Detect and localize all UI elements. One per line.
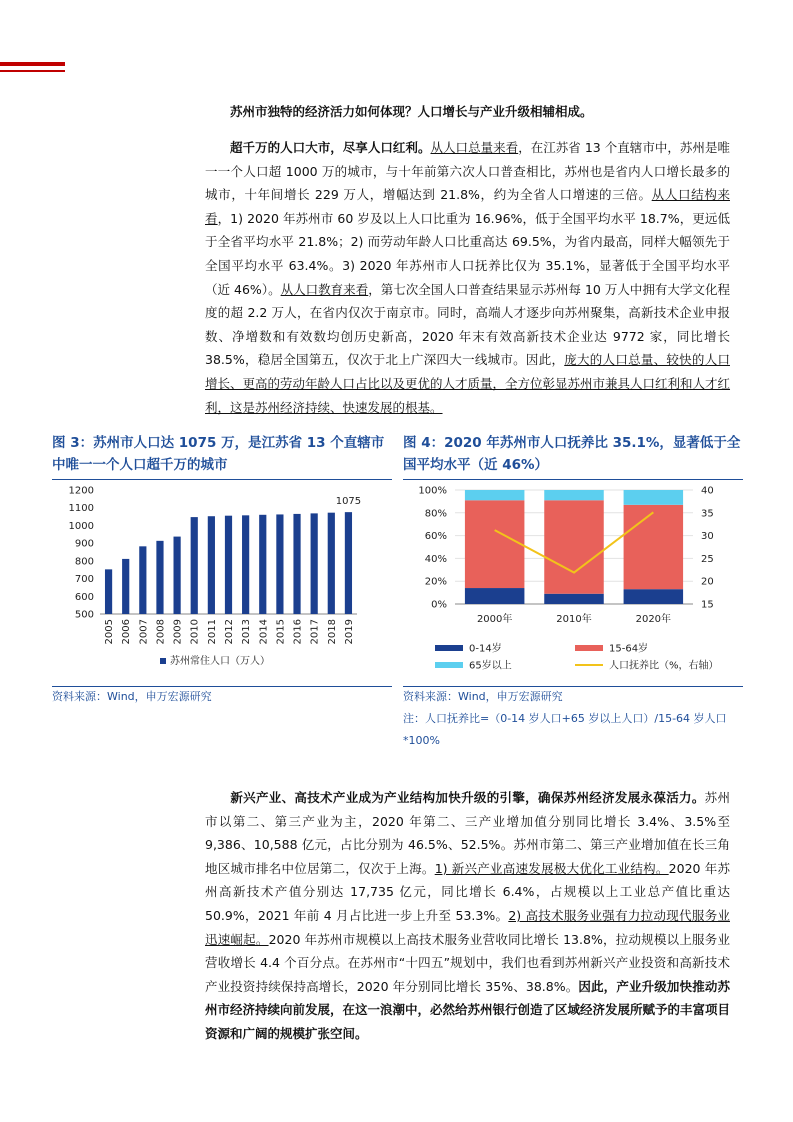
para1-lead: 超千万的人口大市，尽享人口红利。 <box>230 140 431 155</box>
fig3-ytick: 500 <box>74 609 94 621</box>
fig4-yright-tick: 35 <box>701 508 714 520</box>
fig4-xtick: 2000年 <box>476 614 513 625</box>
fig3-bar <box>276 514 283 614</box>
para2-s3-ul: 2) 高技术服务业强有力拉动现代服务业迅速崛起。 <box>205 907 730 947</box>
para1-s1-ul: 从人口总量来看 <box>430 140 519 155</box>
para2-s2: 2020 年苏州高新技术产值分别达 17,735 亿元，同比增长 6.4%，占规模以上工业总产值比重达 50.9%，2021 年前 4 月占比进一步上升至 53.3%。 <box>205 860 730 923</box>
fig3-bar <box>225 516 232 614</box>
fig4-yright-tick: 30 <box>701 531 714 543</box>
fig3-bar <box>345 512 352 614</box>
fig3-ytick: 700 <box>74 574 94 586</box>
fig3-ytick: 600 <box>74 591 94 603</box>
para2-s1: 苏州市以第二、第三产业为主，2020 年第二、三产业增加值分别同比增长 3.4%、3.5%至 9,386、10,588 亿元，占比分别为 46.5%、52.5%。苏州市第二、第三产业增加值在长三角地区城市排名中位居第二，仅次于上海。 <box>205 790 730 876</box>
fig3-xtick: 2010 <box>189 619 201 645</box>
fig3-top-border <box>52 479 392 480</box>
fig4-yleft-tick: 20% <box>424 576 447 588</box>
fig3-xtick: 2018 <box>326 619 338 645</box>
fig4-legend-swatch <box>435 645 463 651</box>
fig3-xtick: 2015 <box>275 619 287 645</box>
fig3-bar <box>293 514 300 614</box>
fig4-legend-label: 15-64岁 <box>609 643 649 655</box>
fig3-xtick: 2012 <box>224 619 235 645</box>
fig4-yright-tick: 15 <box>701 599 714 611</box>
fig4-legend-swatch <box>435 662 463 668</box>
fig4-yleft-tick: 80% <box>424 508 447 520</box>
fig4-legend-label: 65岁以上 <box>469 660 512 672</box>
fig4-legend-label: 人口抚养比（%，右轴） <box>609 660 719 672</box>
fig4-bar-segment <box>544 490 604 500</box>
para1-s3: ，第七次全国人口普查结果显示苏州每 10 万人中拥有大学文化程度的超 2.2 万人，在省内仅次于南京市。同时，高端人才逐步向苏州聚集，高新技术企业申报数、净增数和有效数均创历史新高，2020 年末有效高新技术企业达 9772 家，同比增长 38.5%，稳居全国第五，仅次于北上广深四大一线城市。因此， <box>205 281 730 368</box>
para1-s2: ，1) 2020 年苏州市 60 岁及以上人口比重为 16.96%，低于全国平均水平 18.7%，更远低于全省平均水平 21.8%；2) 而劳动年龄人口比重高达 69.5%，为省内最高，同样大幅领先于全国平均水平 63.4%。3) 2020 年苏州市人口抚养比仅为 35.1%，显著低于全国平均水平（近 46%）。 <box>205 210 730 297</box>
fig3-data-label: 1075 <box>335 496 362 508</box>
fig4-bar-segment <box>544 500 604 593</box>
fig3-legend-label: 苏州常住人口（万人） <box>170 656 270 667</box>
fig4-chart <box>403 481 743 681</box>
fig3-xtick: 2008 <box>155 619 167 645</box>
fig3-xtick: 2014 <box>258 619 270 645</box>
fig4-source: 资料来源：Wind，申万宏源研究 <box>403 690 563 703</box>
fig3-bar <box>156 541 163 614</box>
fig3-xtick: 2005 <box>104 619 116 645</box>
fig3-bar <box>328 513 335 614</box>
para1-s3-ul: 从人口教育来看 <box>280 281 369 297</box>
fig4-xtick: 2020年 <box>635 614 672 625</box>
fig4-bar-segment <box>465 588 525 604</box>
fig4-bar-segment <box>624 490 684 505</box>
fig3-bar <box>174 537 181 614</box>
fig3-chart <box>52 481 392 681</box>
paragraph-industry <box>205 786 730 1046</box>
fig4-yright-tick: 25 <box>701 553 714 565</box>
fig3-ytick: 1000 <box>68 520 94 532</box>
header-rule-thin <box>0 70 65 72</box>
fig3-xtick: 2016 <box>292 619 304 645</box>
fig3-xtick: 2007 <box>138 619 150 645</box>
fig3-legend-swatch <box>160 658 166 664</box>
fig4-bar-segment <box>624 505 684 589</box>
fig4-top-border <box>403 479 743 480</box>
fig3-bar <box>122 559 129 614</box>
fig4-yright-tick: 20 <box>701 576 714 588</box>
fig4-title: 图 4：2020 年苏州市人口抚养比 35.1%，显著低于全国平均水平（近 46%） <box>403 435 741 473</box>
fig3-ytick: 1200 <box>68 485 94 497</box>
fig4-bar-segment <box>544 594 604 604</box>
para2-s3: 2020 年苏州市规模以上高技术服务业营收同比增长 13.8%，拉动规模以上服务业营收增长 4.4 个百分点。在苏州市“十四五”规划中，我们也看到苏州新兴产业投资和高新技术产业投资持续保持高增长，2020 年分别同比增长 35%、38.8%。 <box>205 931 730 994</box>
fig4-legend-swatch <box>575 645 603 651</box>
para2-lead: 新兴产业、高技术产业成为产业结构加快升级的引擎，确保苏州经济发展永葆活力。 <box>230 790 705 805</box>
fig3-xtick: 2017 <box>309 619 321 645</box>
fig3-xtick: 2013 <box>241 619 253 645</box>
fig4-legend-label: 0-14岁 <box>469 643 502 655</box>
para1-s2-ul: 从人口结构来看 <box>205 187 730 226</box>
fig4-yleft-tick: 60% <box>424 531 447 543</box>
fig4-note: 注：人口抚养比=（0-14 岁人口+65 岁以上人口）/15-64 岁人口*100% <box>403 712 727 747</box>
fig3-xtick: 2009 <box>172 619 184 645</box>
fig3-bar <box>242 515 249 614</box>
fig3-bar <box>105 569 112 614</box>
fig4-xtick: 2010年 <box>556 614 592 625</box>
fig4-bar-segment <box>465 490 525 500</box>
paragraph-population <box>205 136 730 419</box>
fig3-bar <box>139 546 146 614</box>
fig4-bar-segment <box>624 589 684 604</box>
fig3-ytick: 900 <box>74 538 94 550</box>
section-question: 苏州市独特的经济活力如何体现？人口增长与产业升级相辅相成。 <box>230 104 593 119</box>
fig4-yleft-tick: 0% <box>431 599 447 611</box>
fig3-title: 图 3：苏州市人口达 1075 万，是江苏省 13 个直辖市中唯一一个人口超千万的城市 <box>52 435 385 473</box>
fig4-yright-tick: 40 <box>701 485 714 497</box>
para2-s2-ul: 1) 新兴产业高速发展极大优化工业结构。 <box>434 860 669 876</box>
para1-s4-ul: 庞大的人口总量、较快的人口增长、更高的劳动年龄人口占比以及更优的人才质量，全方位彰显苏州市兼具人口红利和人才红利，这是苏州经济持续、快速发展的根基。 <box>205 352 731 415</box>
fig3-source: 资料来源：Wind，申万宏源研究 <box>52 690 212 703</box>
fig4-yleft-tick: 40% <box>424 553 447 565</box>
fig3-bar <box>259 515 266 614</box>
para1-s1: ，在江苏省 13 个直辖市中，苏州是唯一一个人口超 1000 万的城市，与十年前第六次人口普查相比，苏州也是省内人口增长最多的城市，十年间增长 229 万人，增幅达到 21.8%，约为全省人口增速的三倍。 <box>205 140 730 203</box>
fig3-xtick: 2019 <box>343 619 355 645</box>
fig3-bar <box>311 513 318 614</box>
fig3-xtick: 2011 <box>206 619 218 645</box>
fig3-bar <box>208 516 215 614</box>
fig3-ytick: 1100 <box>68 503 94 515</box>
fig3-ytick: 800 <box>74 556 94 568</box>
para2-s4: 因此，产业升级加快推动苏州市经济持续向前发展，在这一浪潮中，必然给苏州银行创造了区域经济发展所赋予的丰富项目资源和广阔的规模扩张空间。 <box>205 978 731 1041</box>
fig3-bar <box>191 517 198 614</box>
fig3-xtick: 2006 <box>121 619 133 645</box>
header-rule-thick <box>0 62 65 66</box>
fig4-bar-segment <box>465 500 525 588</box>
fig4-yleft-tick: 100% <box>418 485 447 497</box>
